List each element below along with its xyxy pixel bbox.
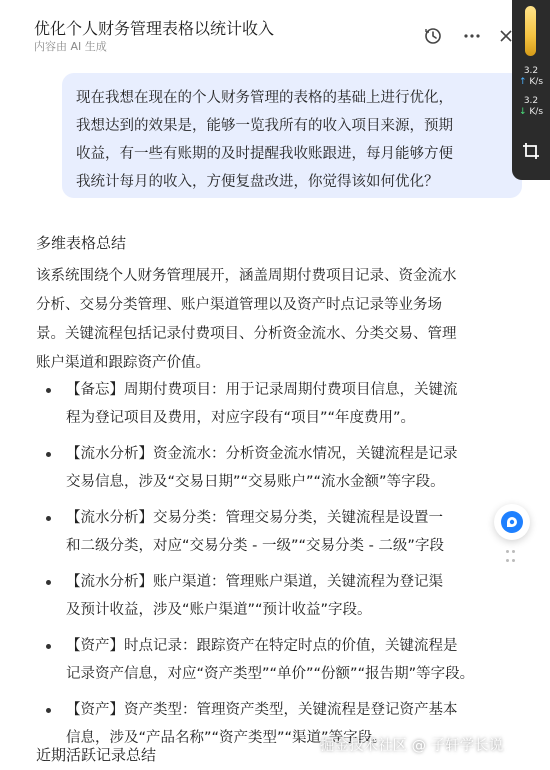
list-item-line: 【流水分析】交易分类：管理交易分类，关键流程是设置一 bbox=[66, 510, 443, 526]
user-message-line: 我统计每月的收入，方便复盘改进，你觉得该如何优化？ bbox=[76, 174, 439, 190]
list-item-line: 记录资产信息，对应“资产类型”“单价”“份额”“报告期”等字段。 bbox=[66, 666, 475, 682]
list-item bbox=[0, 568, 530, 624]
crop-icon[interactable] bbox=[522, 142, 540, 160]
chat-header bbox=[34, 16, 514, 56]
paragraph-line: 分析、交易分类管理、账户渠道管理以及资产时点记录等业务场 bbox=[36, 297, 442, 313]
download-speed bbox=[512, 96, 550, 118]
network-monitor-widget[interactable] bbox=[512, 0, 550, 180]
list-item bbox=[0, 504, 530, 560]
ai-generated-note: 内容由 AI 生成 bbox=[34, 40, 107, 53]
list-item-line: 【资产】时点记录：跟踪资产在特定时点的价值，关键流程是 bbox=[66, 638, 458, 654]
list-item-line: 【流水分析】账户渠道：管理账户渠道，关键流程为登记渠 bbox=[66, 574, 443, 590]
bullet-dot bbox=[46, 516, 51, 521]
list-item-line: 及预计收益，涉及“账户渠道”“预计收益”字段。 bbox=[66, 602, 372, 618]
bullet-dot bbox=[46, 452, 51, 457]
paragraph-line: 该系统围绕个人财务管理展开，涵盖周期付费项目记录、资金流水 bbox=[36, 268, 457, 284]
download-speed-value: 3.2 bbox=[523, 96, 539, 106]
user-message-line: 我想达到的效果是，能够一览我所有的收入项目来源，预期 bbox=[76, 118, 453, 134]
list-item bbox=[0, 440, 530, 496]
meter-bar-icon bbox=[525, 6, 536, 56]
drag-handle-icon[interactable] bbox=[506, 550, 516, 564]
summary-bullet-list bbox=[0, 376, 530, 760]
list-item-line: 信息，涉及“产品名称”“资产类型”“渠道”等字段。 bbox=[66, 730, 387, 746]
list-item-line: 【资产】资产类型：管理资产类型，关键流程是登记资产基本 bbox=[66, 702, 458, 718]
bullet-dot bbox=[46, 388, 51, 393]
list-item-line: 程为登记项目及费用，对应字段有“项目”“年度费用”。 bbox=[66, 410, 416, 426]
list-item-line: 【流水分析】资金流水：分析资金流水情况，关键流程是记录 bbox=[66, 446, 458, 462]
bullet-dot bbox=[46, 708, 51, 713]
list-item bbox=[0, 376, 530, 432]
page-title: 优化个人财务管理表格以统计收入 bbox=[34, 19, 275, 38]
user-message-bubble bbox=[62, 73, 522, 198]
chat-fab-button[interactable] bbox=[494, 504, 530, 540]
upload-speed bbox=[512, 66, 550, 88]
list-item-line: 和二级分类，对应“交易分类 - 一级”“交易分类 - 二级”字段 bbox=[66, 538, 444, 554]
user-message-line: 现在我想在现在的个人财务管理的表格的基础上进行优化， bbox=[76, 90, 453, 106]
paragraph-line: 景。关键流程包括记录付费项目、分析资金流水、分类交易、管理 bbox=[36, 326, 457, 342]
upload-speed-value: 3.2 bbox=[523, 66, 539, 76]
watermark: 掘金技术社区 @ 子轩学长说 bbox=[320, 738, 504, 754]
section-title-summary: 多维表格总结 bbox=[36, 234, 127, 252]
summary-paragraph bbox=[36, 262, 526, 378]
list-item-line: 交易信息，涉及“交易日期”“交易账户”“流水金额”等字段。 bbox=[66, 474, 445, 490]
download-arrow-icon: ↓ bbox=[518, 107, 527, 117]
section-title-recent: 近期活跃记录总结 bbox=[36, 746, 157, 764]
history-icon[interactable] bbox=[423, 26, 443, 46]
upload-speed-unit: K/s bbox=[529, 77, 544, 87]
list-item bbox=[0, 632, 530, 688]
paragraph-line: 账户渠道和跟踪资产价值。 bbox=[36, 355, 210, 371]
bullet-dot bbox=[46, 644, 51, 649]
more-icon[interactable] bbox=[462, 26, 482, 46]
chat-fab-icon bbox=[501, 511, 523, 533]
download-speed-unit: K/s bbox=[529, 107, 544, 117]
upload-arrow-icon: ↑ bbox=[518, 77, 527, 87]
bullet-dot bbox=[46, 580, 51, 585]
user-message-line: 收益，有一些有账期的及时提醒我收账跟进，每月能够方便 bbox=[76, 146, 453, 162]
list-item-line: 【备忘】周期付费项目：用于记录周期付费项目信息，关键流 bbox=[66, 382, 458, 398]
